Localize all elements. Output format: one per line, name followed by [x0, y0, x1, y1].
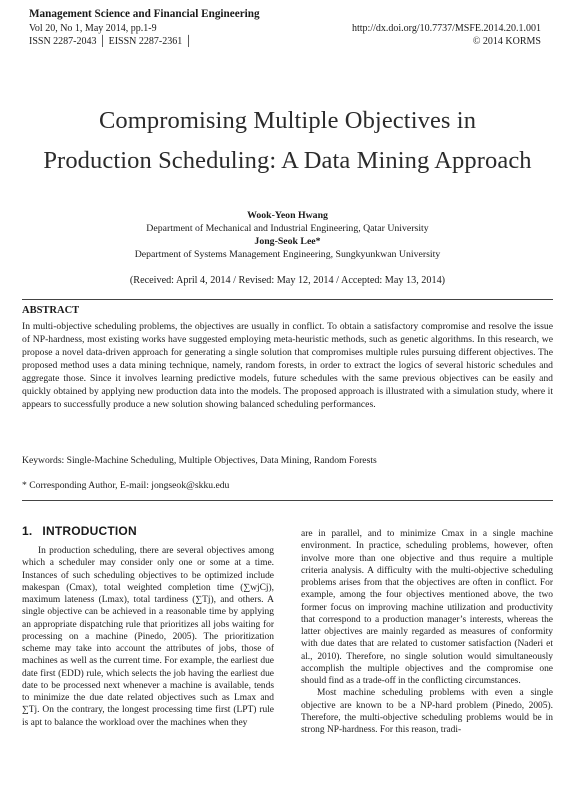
- volume-info: Vol 20, No 1, May 2014, pp.1-9: [29, 23, 157, 34]
- author-1-name: Wook-Yeon Hwang: [247, 210, 328, 221]
- right-column: [301, 528, 553, 736]
- bottom-divider: [22, 500, 553, 501]
- left-column: [22, 545, 274, 729]
- top-divider: [22, 299, 553, 300]
- section-title: INTRODUCTION: [42, 524, 137, 538]
- paper-title-line-1: Compromising Multiple Objectives in: [98, 107, 477, 134]
- doi-link[interactable]: http://dx.doi.org/10.7737/MSFE.2014.20.1.001: [352, 23, 541, 34]
- paper-title-line-2: Production Scheduling: A Data Mining Approach: [43, 147, 532, 174]
- issn-info: ISSN 2287-2043 │ EISSN 2287-2361 │: [29, 36, 192, 47]
- abstract-text: In multi-objective scheduling problems, the objectives are usually in conflict. To obtain a satisfactory compromise and resolve the issue of NP-hardness, most existing works have suggested employing meta-heuristic methods, such as genetic algorithms. In this research, we propose a novel data-driven approach for generating a single solution that compromises multiple rules pursuing different objectives. The proposed method uses a data mining technique, namely, random forests, in order to extract the logics of several historic schedules and aggregate those. Since it involves learning predictive models, future schedules with the same previous objectives can be easily and quickly obtained by applying new production data into the models. The proposed approach is illustrated with a simulation study, where it appears to successfully produce a new solution showing balanced scheduling performances.: [22, 321, 553, 411]
- intro-paragraph-1: In production scheduling, there are several objectives among which a scheduler may consider only one or some at a time. Instances of such scheduling objectives to be optimized include makespan (Cmax), total weighted completion time (∑wjCj), maximum lateness (Lmax), total tardiness (∑Tj), and others. A single objective can be achieved in a reasonable time by applying an appropriate dispatching rule that prioritizes all jobs waiting for processing on a machine (Pinedo, 2005). The prioritization scheme may take into account the attributes of jobs, those of machines as well as the current time. For example, the earliest due date first (EDD) rule, which selects the job having the earliest due date to be processed next whenever a machine is available, tends to minimize the due date related objectives such as Lmax and ∑Tj. On the contrary, the longest processing time first (LPT) rule is apt to balance the workload over the machines when they: [22, 546, 274, 728]
- section-heading: [22, 524, 137, 538]
- abstract-heading: ABSTRACT: [22, 305, 80, 316]
- author-1-affiliation: Department of Mechanical and Industrial Engineering, Qatar University: [146, 223, 429, 234]
- intro-paragraph-1-continued: are in parallel, and to minimize Cmax in a single machine environment. In practice, scheduling problems, however, often involve more than one objective and thus require a multiple criteria analysis. A difficulty with the multi-objective scheduling problems arises from that the objectives are often in conflict. For example, among the four objectives mentioned above, the two former focus on improving machine utilization and productivity that correspond to a production manager’s interests, whereas the latter objectives are mainly regarded as measures of conformity with due dates that are related to customer satisfaction (Naderi et al., 2010). Therefore, no single solution would simultaneously accomplish the multiple objectives and the compromise one should find as a trade-off in the conflicting circumstances.: [301, 529, 553, 686]
- submission-dates: (Received: April 4, 2014 / Revised: May 12, 2014 / Accepted: May 13, 2014): [129, 275, 446, 286]
- corresponding-author: * Corresponding Author, E-mail: jongseok@skku.edu: [22, 480, 230, 491]
- author-2-name: Jong-Seok Lee*: [254, 236, 321, 247]
- section-number: 1.: [22, 524, 33, 538]
- intro-paragraph-2: Most machine scheduling problems with even a single objective are known to be a NP-hard problem (Pinedo, 2005). Therefore, the multi-objective scheduling problems would be in strong NP-hardness. For this reason, tradi-: [301, 688, 553, 735]
- journal-name: Management Science and Financial Engineering: [29, 8, 260, 20]
- author-2-affiliation: Department of Systems Management Engineering, Sungkyunkwan University: [134, 249, 441, 260]
- keywords: Keywords: Single-Machine Scheduling, Multiple Objectives, Data Mining, Random Forests: [22, 455, 377, 466]
- copyright-notice: © 2014 KORMS: [472, 36, 541, 47]
